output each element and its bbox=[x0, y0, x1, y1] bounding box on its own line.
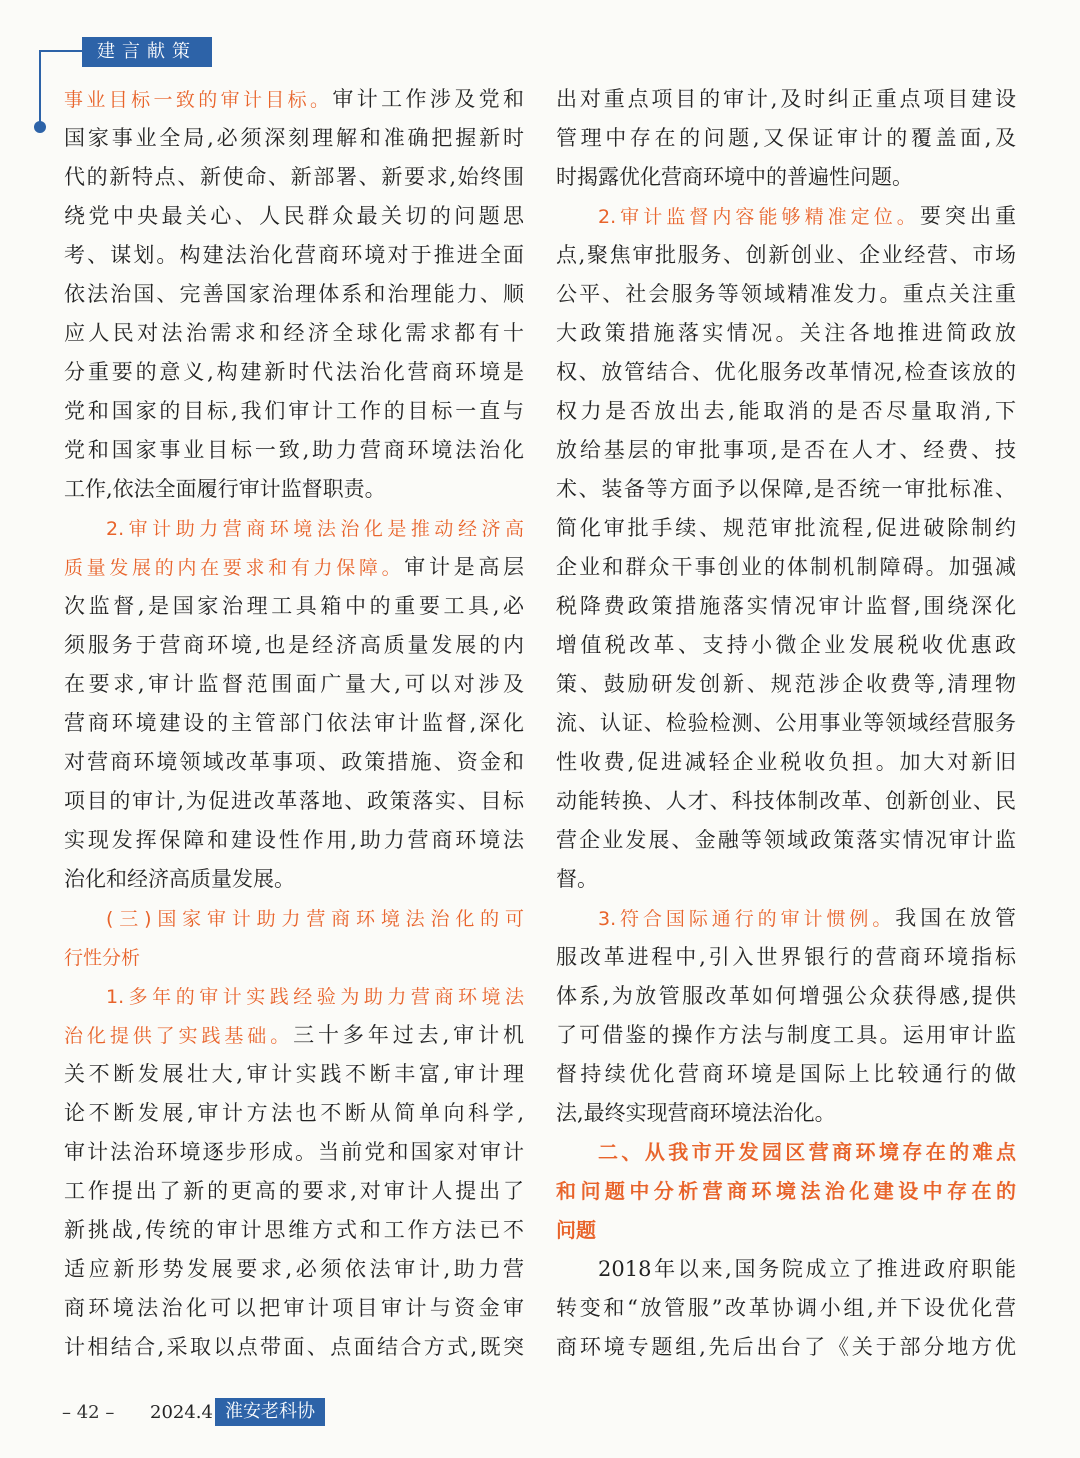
text-line bbox=[556, 704, 1016, 743]
text-line bbox=[64, 821, 524, 860]
text-line bbox=[64, 275, 524, 314]
body-text: 代的新特点、新使命、新部署、新要求,始终围 bbox=[64, 165, 524, 189]
body-text: 对营商环境领域改革事项、政策措施、资金和 bbox=[64, 750, 524, 774]
text-line bbox=[64, 80, 524, 119]
text-line bbox=[64, 1094, 524, 1133]
text-line bbox=[64, 626, 524, 665]
body-text: 企业和群众干事创业的体制机制障碍。加强减 bbox=[556, 555, 1016, 579]
body-text: 考、谋划。构建法治化营商环境对于推进全面 bbox=[64, 243, 524, 267]
body-text: 性收费,促进减轻企业税收负担。加大对新旧 bbox=[556, 750, 1016, 774]
text-line bbox=[556, 626, 1016, 665]
text-line bbox=[556, 548, 1016, 587]
body-text: 2018年以来,国务院成立了推进政府职能 bbox=[598, 1257, 1016, 1281]
text-line bbox=[64, 1289, 524, 1328]
body-text: 审计工作涉及党和 bbox=[332, 87, 524, 111]
text-line bbox=[556, 821, 1016, 860]
heading-text: 和问题中分析营商环境法治化建设中存在的 bbox=[556, 1179, 1016, 1203]
body-text: 次监督,是国家治理工具箱中的重要工具,必 bbox=[64, 594, 524, 618]
heading-text: 行性分析 bbox=[64, 947, 141, 969]
body-text: 国家事业全局,必须深刻理解和准确把握新时 bbox=[64, 126, 524, 150]
section-tag: 建言献策 bbox=[82, 37, 212, 67]
text-line bbox=[64, 1016, 524, 1055]
body-text: 服改革进程中,引入世界银行的营商环境指标 bbox=[556, 945, 1016, 969]
heading-text: 质量发展的内在要求和有力保障。 bbox=[64, 557, 405, 579]
body-text: 项目的审计,为促进改革落地、政策落实、目标 bbox=[64, 789, 524, 813]
text-line bbox=[556, 80, 1016, 119]
text-line bbox=[64, 509, 524, 548]
text-line bbox=[556, 314, 1016, 353]
body-text: 权力是否放出去,能取消的是否尽量取消,下 bbox=[556, 399, 1016, 423]
right-column bbox=[556, 80, 1016, 1367]
heading-text: 治化提供了实践基础。 bbox=[64, 1025, 294, 1047]
text-line bbox=[64, 1133, 524, 1172]
heading-text: 事业目标一致的审计目标。 bbox=[64, 89, 333, 111]
body-text: 关不断发展壮大,审计实践不断丰富,审计理 bbox=[64, 1062, 524, 1086]
heading-text: 1.多年的审计实践经验为助力营商环境法 bbox=[106, 986, 524, 1008]
text-line bbox=[556, 197, 1016, 236]
text-line bbox=[556, 353, 1016, 392]
body-text: 依法治国、完善国家治理体系和治理能力、顺 bbox=[64, 282, 524, 306]
header-rule-vertical bbox=[39, 50, 41, 128]
header-rule-horizontal bbox=[39, 50, 87, 52]
text-line bbox=[64, 431, 524, 470]
body-text: 策、鼓励研发创新、规范涉企收费等,清理物 bbox=[556, 672, 1016, 696]
body-text: 实现发挥保障和建设性作用,助力营商环境法 bbox=[64, 828, 524, 852]
body-text: 增值税改革、支持小微企业发展税收优惠政 bbox=[556, 633, 1016, 657]
text-line bbox=[64, 158, 524, 197]
body-text: 审计是高层 bbox=[404, 555, 524, 579]
body-text: 动能转换、人才、科技体制改革、创新创业、民 bbox=[556, 789, 1016, 813]
body-text: 在要求,审计监督范围面广量大,可以对涉及 bbox=[64, 672, 524, 696]
body-text: 税降费政策措施落实情况审计监督,围绕深化 bbox=[556, 594, 1016, 618]
text-line bbox=[556, 275, 1016, 314]
text-line bbox=[556, 236, 1016, 275]
heading-text: 3.符合国际通行的审计惯例。 bbox=[598, 908, 896, 930]
text-line bbox=[64, 314, 524, 353]
text-line bbox=[64, 665, 524, 704]
footer bbox=[62, 1398, 325, 1426]
body-text: 营商环境建设的主管部门依法审计监督,深化 bbox=[64, 711, 524, 735]
body-text: 大政策措施落实情况。关注各地推进简政放 bbox=[556, 321, 1016, 345]
body-text: 商环境专题组,先后出台了《关于部分地方优 bbox=[556, 1335, 1016, 1359]
text-line bbox=[556, 509, 1016, 548]
body-text: 放给基层的审批事项,是否在人才、经费、技 bbox=[556, 438, 1016, 462]
text-line bbox=[64, 743, 524, 782]
body-text: 简化审批手续、规范审批流程,促进破除制约 bbox=[556, 516, 1016, 540]
text-line bbox=[556, 1055, 1016, 1094]
body-text: 绕党中央最关心、人民群众最关切的问题思 bbox=[64, 204, 524, 228]
text-line bbox=[556, 1211, 1016, 1250]
text-line bbox=[64, 704, 524, 743]
text-line bbox=[556, 431, 1016, 470]
text-line bbox=[556, 1016, 1016, 1055]
heading-text: 2.审计监督内容能够精准定位。 bbox=[598, 206, 920, 228]
text-line bbox=[556, 665, 1016, 704]
text-line bbox=[556, 1250, 1016, 1289]
body-text: 工作,依法全面履行审计监督职责。 bbox=[64, 477, 386, 501]
body-text: 了可借鉴的操作方法与制度工具。运用审计监 bbox=[556, 1023, 1016, 1047]
body-text: 论不断发展,审计方法也不断从简单向科学, bbox=[64, 1101, 524, 1125]
body-text: 出对重点项目的审计,及时纠正重点项目建设 bbox=[556, 87, 1016, 111]
text-line bbox=[64, 1055, 524, 1094]
heading-text: 2.审计助力营商环境法治化是推动经济高 bbox=[106, 518, 524, 540]
text-line bbox=[556, 899, 1016, 938]
header-dot bbox=[34, 121, 46, 133]
text-line bbox=[64, 548, 524, 587]
text-line bbox=[64, 587, 524, 626]
magazine-name: 淮安老科协 bbox=[215, 1398, 325, 1426]
body-text: 新挑战,传统的审计思维方式和工作方法已不 bbox=[64, 1218, 524, 1242]
text-line bbox=[64, 860, 524, 899]
text-line bbox=[64, 938, 524, 977]
body-text: 公平、社会服务等领域精准发力。重点关注重 bbox=[556, 282, 1016, 306]
text-line bbox=[556, 1328, 1016, 1367]
text-line bbox=[64, 197, 524, 236]
text-line bbox=[556, 938, 1016, 977]
body-text: 管理中存在的问题,又保证审计的覆盖面,及 bbox=[556, 126, 1016, 150]
text-line bbox=[64, 392, 524, 431]
text-line bbox=[556, 1289, 1016, 1328]
text-line bbox=[556, 1094, 1016, 1133]
text-line bbox=[556, 392, 1016, 431]
text-line bbox=[556, 1133, 1016, 1172]
body-text: 转变和“放管服”改革协调小组,并下设优化营 bbox=[556, 1296, 1016, 1320]
body-text: 适应新形势发展要求,必须依法审计,助力营 bbox=[64, 1257, 524, 1281]
body-text: 党和国家事业目标一致,助力营商环境法治化 bbox=[64, 438, 524, 462]
text-line bbox=[64, 977, 524, 1016]
body-text: 法,最终实现营商环境法治化。 bbox=[556, 1101, 836, 1125]
left-column bbox=[64, 80, 524, 1367]
body-text: 三十多年过去,审计机 bbox=[293, 1023, 524, 1047]
body-text: 应人民对法治需求和经济全球化需求都有十 bbox=[64, 321, 524, 345]
body-text: 点,聚焦审批服务、创新创业、企业经营、市场 bbox=[556, 243, 1016, 267]
body-text: 营企业发展、金融等领域政策落实情况审计监 bbox=[556, 828, 1016, 852]
body-text: 治化和经济高质量发展。 bbox=[64, 867, 295, 891]
body-text: 审计法治环境逐步形成。当前党和国家对审计 bbox=[64, 1140, 524, 1164]
text-line bbox=[64, 1172, 524, 1211]
text-line bbox=[64, 119, 524, 158]
body-text: 术、装备等方面予以保障,是否统一审批标准、 bbox=[556, 477, 1016, 501]
text-line bbox=[64, 236, 524, 275]
body-text: 督。 bbox=[556, 867, 598, 891]
body-text: 我国在放管 bbox=[895, 906, 1016, 930]
heading-text: 问题 bbox=[556, 1218, 596, 1242]
page-number: – 42 – bbox=[62, 1401, 115, 1423]
text-line bbox=[64, 353, 524, 392]
body-text: 权、放管结合、优化服务改革情况,检查该放的 bbox=[556, 360, 1016, 384]
body-text: 商环境法治化可以把审计项目审计与资金审 bbox=[64, 1296, 524, 1320]
body-text: 体系,为放管服改革如何增强公众获得感,提供 bbox=[556, 984, 1016, 1008]
text-line bbox=[64, 1328, 524, 1367]
text-line bbox=[556, 743, 1016, 782]
body-text: 工作提出了新的更高的要求,对审计人提出了 bbox=[64, 1179, 524, 1203]
text-line bbox=[556, 860, 1016, 899]
body-text: 须服务于营商环境,也是经济高质量发展的内 bbox=[64, 633, 524, 657]
text-line bbox=[64, 470, 524, 509]
text-line bbox=[64, 1250, 524, 1289]
text-line bbox=[64, 782, 524, 821]
text-line bbox=[556, 470, 1016, 509]
issue-label: 2024.4 bbox=[150, 1401, 213, 1423]
text-line bbox=[556, 158, 1016, 197]
body-text: 党和国家的目标,我们审计工作的目标一直与 bbox=[64, 399, 524, 423]
body-text: 流、认证、检验检测、公用事业等领域经营服务 bbox=[556, 711, 1016, 735]
text-line bbox=[64, 899, 524, 938]
body-text: 要突出重 bbox=[919, 204, 1016, 228]
text-line bbox=[556, 587, 1016, 626]
text-line bbox=[556, 1172, 1016, 1211]
text-line bbox=[556, 977, 1016, 1016]
body-text: 督持续优化营商环境是国际上比较通行的做 bbox=[556, 1062, 1016, 1086]
text-line bbox=[556, 119, 1016, 158]
body-text: 时揭露优化营商环境中的普遍性问题。 bbox=[556, 165, 913, 189]
heading-text: 二、从我市开发园区营商环境存在的难点 bbox=[598, 1140, 1016, 1164]
body-text: 计相结合,采取以点带面、点面结合方式,既突 bbox=[64, 1335, 524, 1359]
heading-text: (三)国家审计助力营商环境法治化的可 bbox=[106, 908, 524, 930]
text-line bbox=[64, 1211, 524, 1250]
text-line bbox=[556, 782, 1016, 821]
body-text: 分重要的意义,构建新时代法治化营商环境是 bbox=[64, 360, 524, 384]
